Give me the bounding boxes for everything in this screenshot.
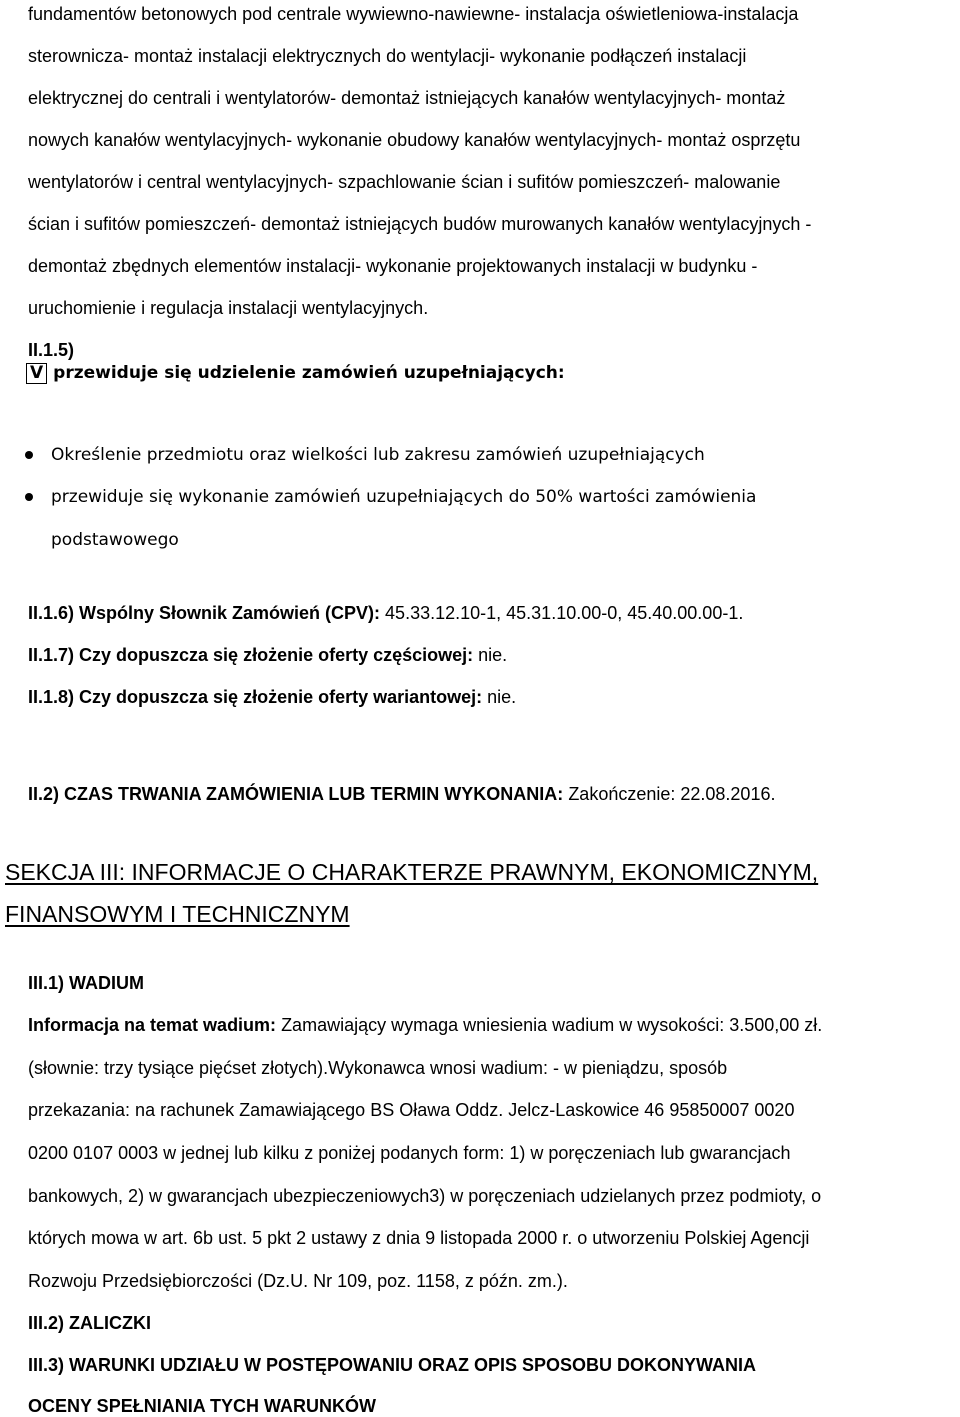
bullet-item: Określenie przedmiotu oraz wielkości lub zakresu zamówień uzupełniających [51, 445, 705, 465]
section-number: II.1.5) [28, 340, 75, 360]
text-line: bankowych, 2) w gwarancjach ubezpieczeniowych3) w poręczeniach udzielanych przez podmioty, o [28, 1186, 822, 1206]
bullet-icon [25, 493, 33, 501]
wadium-amount: Zamawiający wymaga wniesienia wadium w wysokości: 3.500,00 zł. [276, 1015, 823, 1035]
text-line: których mowa w art. 6b ust. 5 pkt 2 ustawy z dnia 9 listopada 2000 r. o utworzeniu Polskiej Agencji [28, 1228, 810, 1248]
checked-box: V [26, 363, 47, 384]
conditions-title: OCENY SPEŁNIANIA TYCH WARUNKÓW [28, 1396, 377, 1416]
duration-label: II.2) CZAS TRWANIA ZAMÓWIENIA LUB TERMIN WYKONANIA: [28, 784, 564, 804]
partial-offer-value: nie. [473, 645, 508, 665]
text-line: ścian i sufitów pomieszczeń- demontaż istniejących budów murowanych kanałów wentylacyjnych - [28, 214, 812, 234]
text-line: uruchomienie i regulacja instalacji wentylacyjnych. [28, 298, 429, 318]
text-line: przekazania: na rachunek Zamawiającego BS Oława Oddz. Jelcz-Laskowice 46 95850007 0020 [28, 1100, 795, 1120]
text-line: wentylatorów i central wentylacyjnych- szpachlowanie ścian i sufitów pomieszczeń- malowanie [28, 172, 781, 192]
text-line: 0200 0107 0003 w jednej lub kilku z poniżej podanych form: 1) w poręczeniach lub gwarancjach [28, 1143, 791, 1163]
bullet-item-continued: podstawowego [51, 530, 179, 550]
text-line: Rozwoju Przedsiębiorczości (Dz.U. Nr 109, poz. 1158, z późn. zm.). [28, 1271, 568, 1291]
advance-payment-title: III.2) ZALICZKI [28, 1313, 151, 1333]
text-line: (słownie: trzy tysiące pięćset złotych).Wykonawca wnosi wadium: - w pieniądzu, sposób [28, 1058, 728, 1078]
wadium-title: III.1) WADIUM [28, 973, 144, 993]
duration-value: Zakończenie: 22.08.2016. [563, 784, 776, 804]
wadium-info-row [28, 1014, 822, 1036]
checkbox-heading-row [26, 362, 565, 384]
partial-offer-label: II.1.7) Czy dopuszcza się złożenie oferty częściowej: [28, 645, 474, 665]
variant-offer-row [28, 686, 516, 708]
text-line: sterownicza- montaż instalacji elektrycznych do wentylacji- wykonanie podłączeń instalacji [28, 46, 747, 66]
section-title: FINANSOWYM I TECHNICZNYM [5, 901, 350, 927]
section-heading: przewiduje się udzielenie zamówień uzupełniających: [53, 363, 565, 383]
variant-offer-value: nie. [482, 687, 517, 707]
bullet-icon [25, 451, 33, 459]
text-line: nowych kanałów wentylacyjnych- wykonanie obudowy kanałów wentylacyjnych- montaż osprzętu [28, 130, 801, 150]
section-title: SEKCJA III: INFORMACJE O CHARAKTERZE PRAWNYM, EKONOMICZNYM, [5, 859, 819, 885]
bullet-item: przewiduje się wykonanie zamówień uzupełniających do 50% wartości zamówienia [51, 487, 757, 507]
text-line: elektrycznej do centrali i wentylatorów- demontaż istniejących kanałów wentylacyjnych- montaż [28, 88, 786, 108]
partial-offer-row [28, 644, 507, 666]
cpv-label: II.1.6) Wspólny Słownik Zamówień (CPV): [28, 603, 381, 623]
duration-row [28, 783, 775, 805]
variant-offer-label: II.1.8) Czy dopuszcza się złożenie oferty wariantowej: [28, 687, 483, 707]
text-line: fundamentów betonowych pod centrale wywiewno-nawiewne- instalacja oświetleniowa-instalacja [28, 4, 799, 24]
cpv-row [28, 602, 743, 624]
wadium-label: Informacja na temat wadium: [28, 1015, 277, 1035]
cpv-value: 45.33.12.10-1, 45.31.10.00-0, 45.40.00.00-1. [380, 603, 744, 623]
conditions-title: III.3) WARUNKI UDZIAŁU W POSTĘPOWANIU ORAZ OPIS SPOSOBU DOKONYWANIA [28, 1355, 757, 1375]
text-line: demontaż zbędnych elementów instalacji- wykonanie projektowanych instalacji w budynku - [28, 256, 758, 276]
